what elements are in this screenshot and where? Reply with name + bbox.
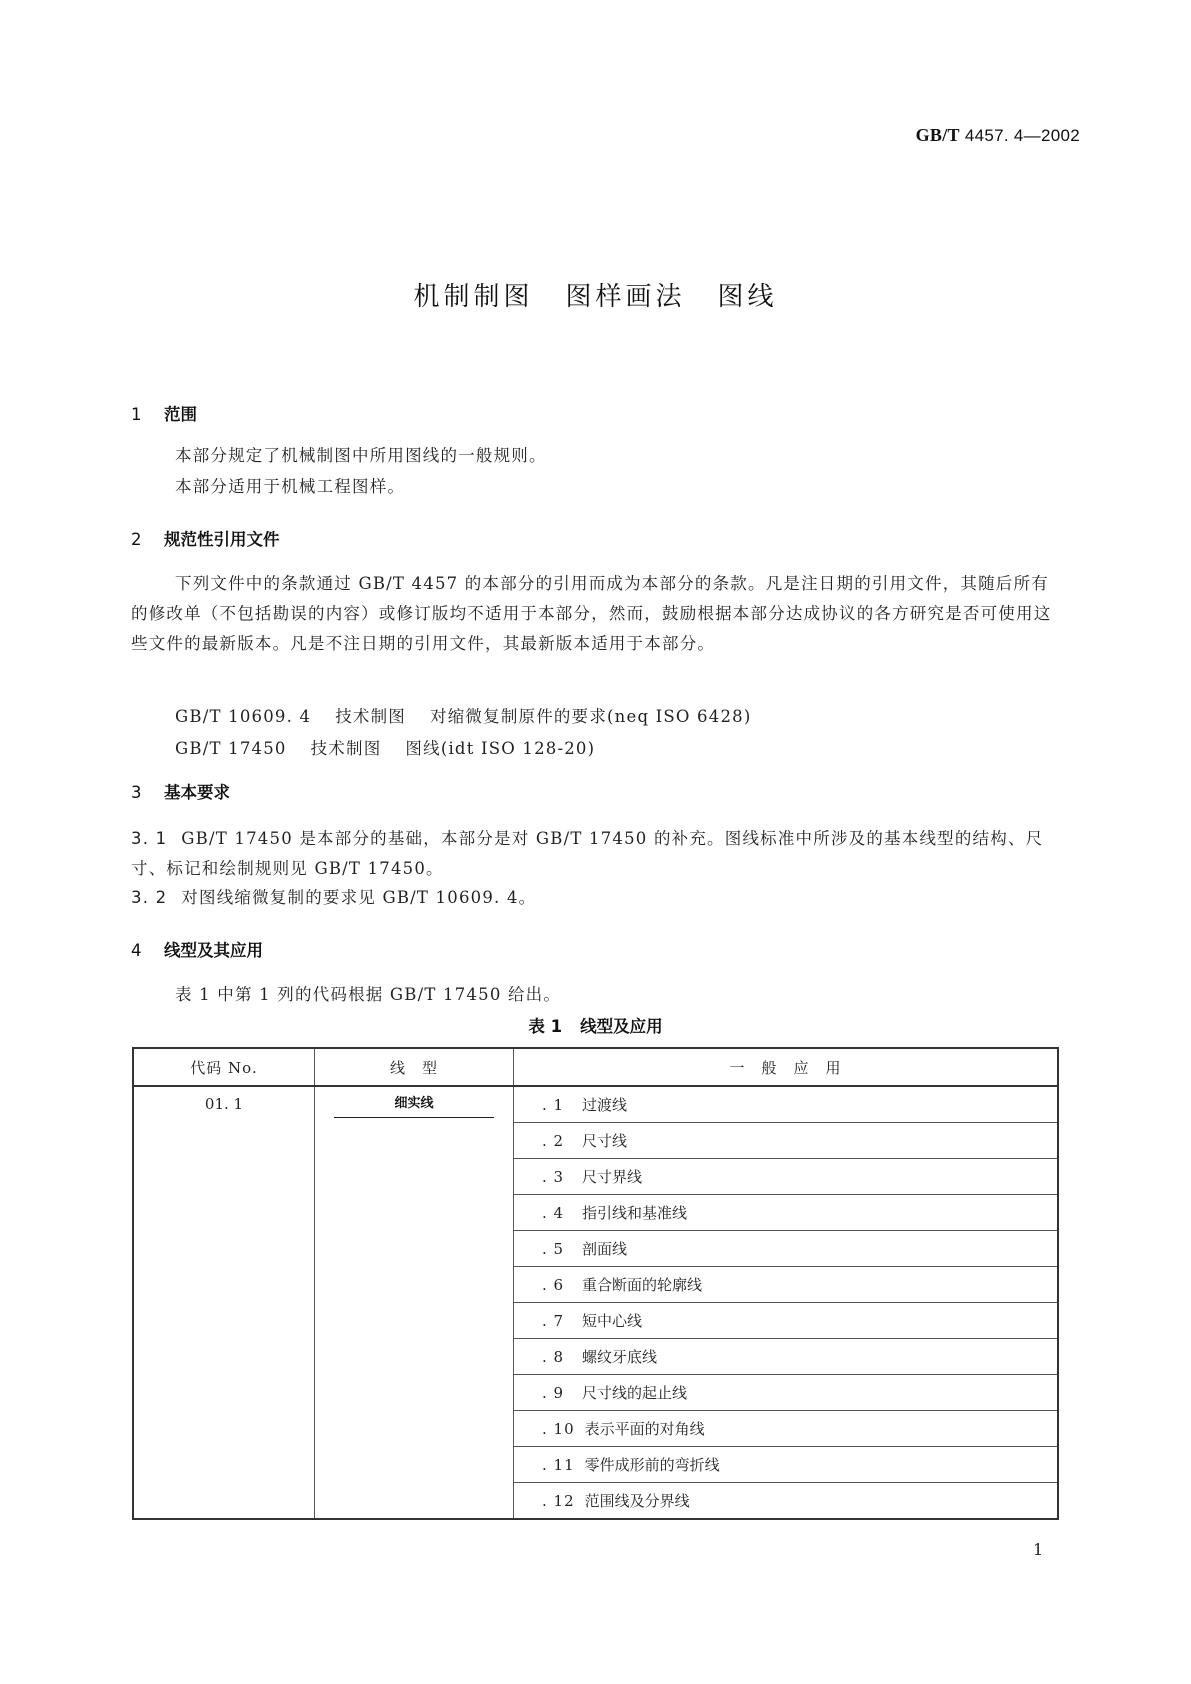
section-number: 1: [131, 405, 142, 424]
reference-category: 技术制图: [335, 707, 407, 726]
table-header-row: [133, 1048, 1058, 1086]
table-title: 线型及应用: [580, 1017, 663, 1036]
section-title: 规范性引用文件: [164, 530, 280, 549]
section-2-paragraph: 下列文件中的条款通过 GB/T 4457 的本部分的引用而成为本部分的条款。凡是注日期的引用文件，其随后所有的修改单（不包括勘误的内容）或修订版均不适用于本部分，然而，鼓励根据本部分达成协议的各方研究是否可使用这些文件的最新版本。凡是不注日期的引用文件，其最新版本适用于本部分。: [131, 574, 1052, 653]
application-cell: . 4 指引线和基准线: [514, 1195, 1059, 1231]
line-type-label: 细实线: [394, 1096, 434, 1111]
header-application: 一 般 应 用: [514, 1048, 1059, 1086]
clause-3-1: [131, 824, 1059, 884]
standard-number: 4457. 4—2002: [964, 126, 1080, 145]
reference-code: GB/T 17450: [175, 739, 287, 758]
table-number: 表 1: [528, 1017, 563, 1036]
clause-number: 3. 2: [131, 888, 168, 907]
thin-solid-line-sample: [334, 1117, 494, 1118]
section-1-paragraph-1: 本部分规定了机械制图中所用图线的一般规则。: [175, 446, 547, 465]
application-cell: . 7 短中心线: [514, 1303, 1059, 1339]
standard-code: [916, 125, 1080, 146]
line-type-table: [132, 1047, 1059, 1520]
clause-text: 对图线缩微复制的要求见 GB/T 10609. 4。: [181, 888, 537, 907]
standard-prefix: GB/T: [915, 125, 960, 145]
application-cell: . 8 螺纹牙底线: [514, 1339, 1059, 1375]
reference-item: [175, 703, 751, 727]
application-cell: . 9 尺寸线的起止线: [514, 1375, 1059, 1411]
reference-item: [175, 735, 595, 759]
title-part-3: 图线: [717, 282, 778, 312]
page-title: [0, 276, 1191, 313]
section-1-paragraph-2: 本部分适用于机械工程图样。: [175, 477, 406, 496]
section-2-heading: [131, 526, 280, 550]
reference-category: 技术制图: [310, 739, 382, 758]
section-number: 3: [131, 783, 142, 802]
line-type-cell: [315, 1086, 514, 1519]
page-number: 1: [1033, 1540, 1044, 1559]
application-cell: . 5 剖面线: [514, 1231, 1059, 1267]
clause-text: GB/T 17450 是本部分的基础，本部分是对 GB/T 17450 的补充。图线标准中所涉及的基本线型的结构、尺寸、标记和绘制规则见 GB/T 17450。: [131, 829, 1044, 878]
application-cell: . 12 范围线及分界线: [514, 1483, 1059, 1520]
section-title: 基本要求: [164, 783, 230, 802]
section-1-heading: [131, 401, 197, 425]
section-title: 范围: [164, 405, 197, 424]
reference-title: 对缩微复制原件的要求(neq ISO 6428): [430, 707, 752, 726]
clause-3-2: [131, 883, 1059, 913]
reference-code: GB/T 10609. 4: [175, 707, 312, 726]
application-cell: . 2 尺寸线: [514, 1123, 1059, 1159]
reference-title: 图线(idt ISO 128-20): [405, 739, 596, 758]
section-title: 线型及其应用: [164, 941, 263, 960]
application-cell: . 6 重合断面的轮廓线: [514, 1267, 1059, 1303]
header-line-type: 线 型: [315, 1048, 514, 1086]
application-cell: . 3 尺寸界线: [514, 1159, 1059, 1195]
section-3-heading: [131, 779, 230, 803]
section-number: 2: [131, 530, 142, 549]
application-cell: . 11 零件成形前的弯折线: [514, 1447, 1059, 1483]
section-number: 4: [131, 941, 142, 960]
clause-number: 3. 1: [131, 829, 168, 848]
table-row: [133, 1086, 1058, 1123]
title-part-2: 图样画法: [565, 282, 686, 312]
section-4-paragraph: 表 1 中第 1 列的代码根据 GB/T 17450 给出。: [175, 985, 562, 1004]
table-caption: [0, 1013, 1191, 1037]
application-cell: . 10 表示平面的对角线: [514, 1411, 1059, 1447]
section-4-heading: [131, 937, 263, 961]
code-cell: 01. 1: [133, 1086, 315, 1519]
title-part-1: 机制制图: [413, 282, 534, 312]
application-cell: . 1 过渡线: [514, 1086, 1059, 1123]
header-code: 代码 No.: [133, 1048, 315, 1086]
